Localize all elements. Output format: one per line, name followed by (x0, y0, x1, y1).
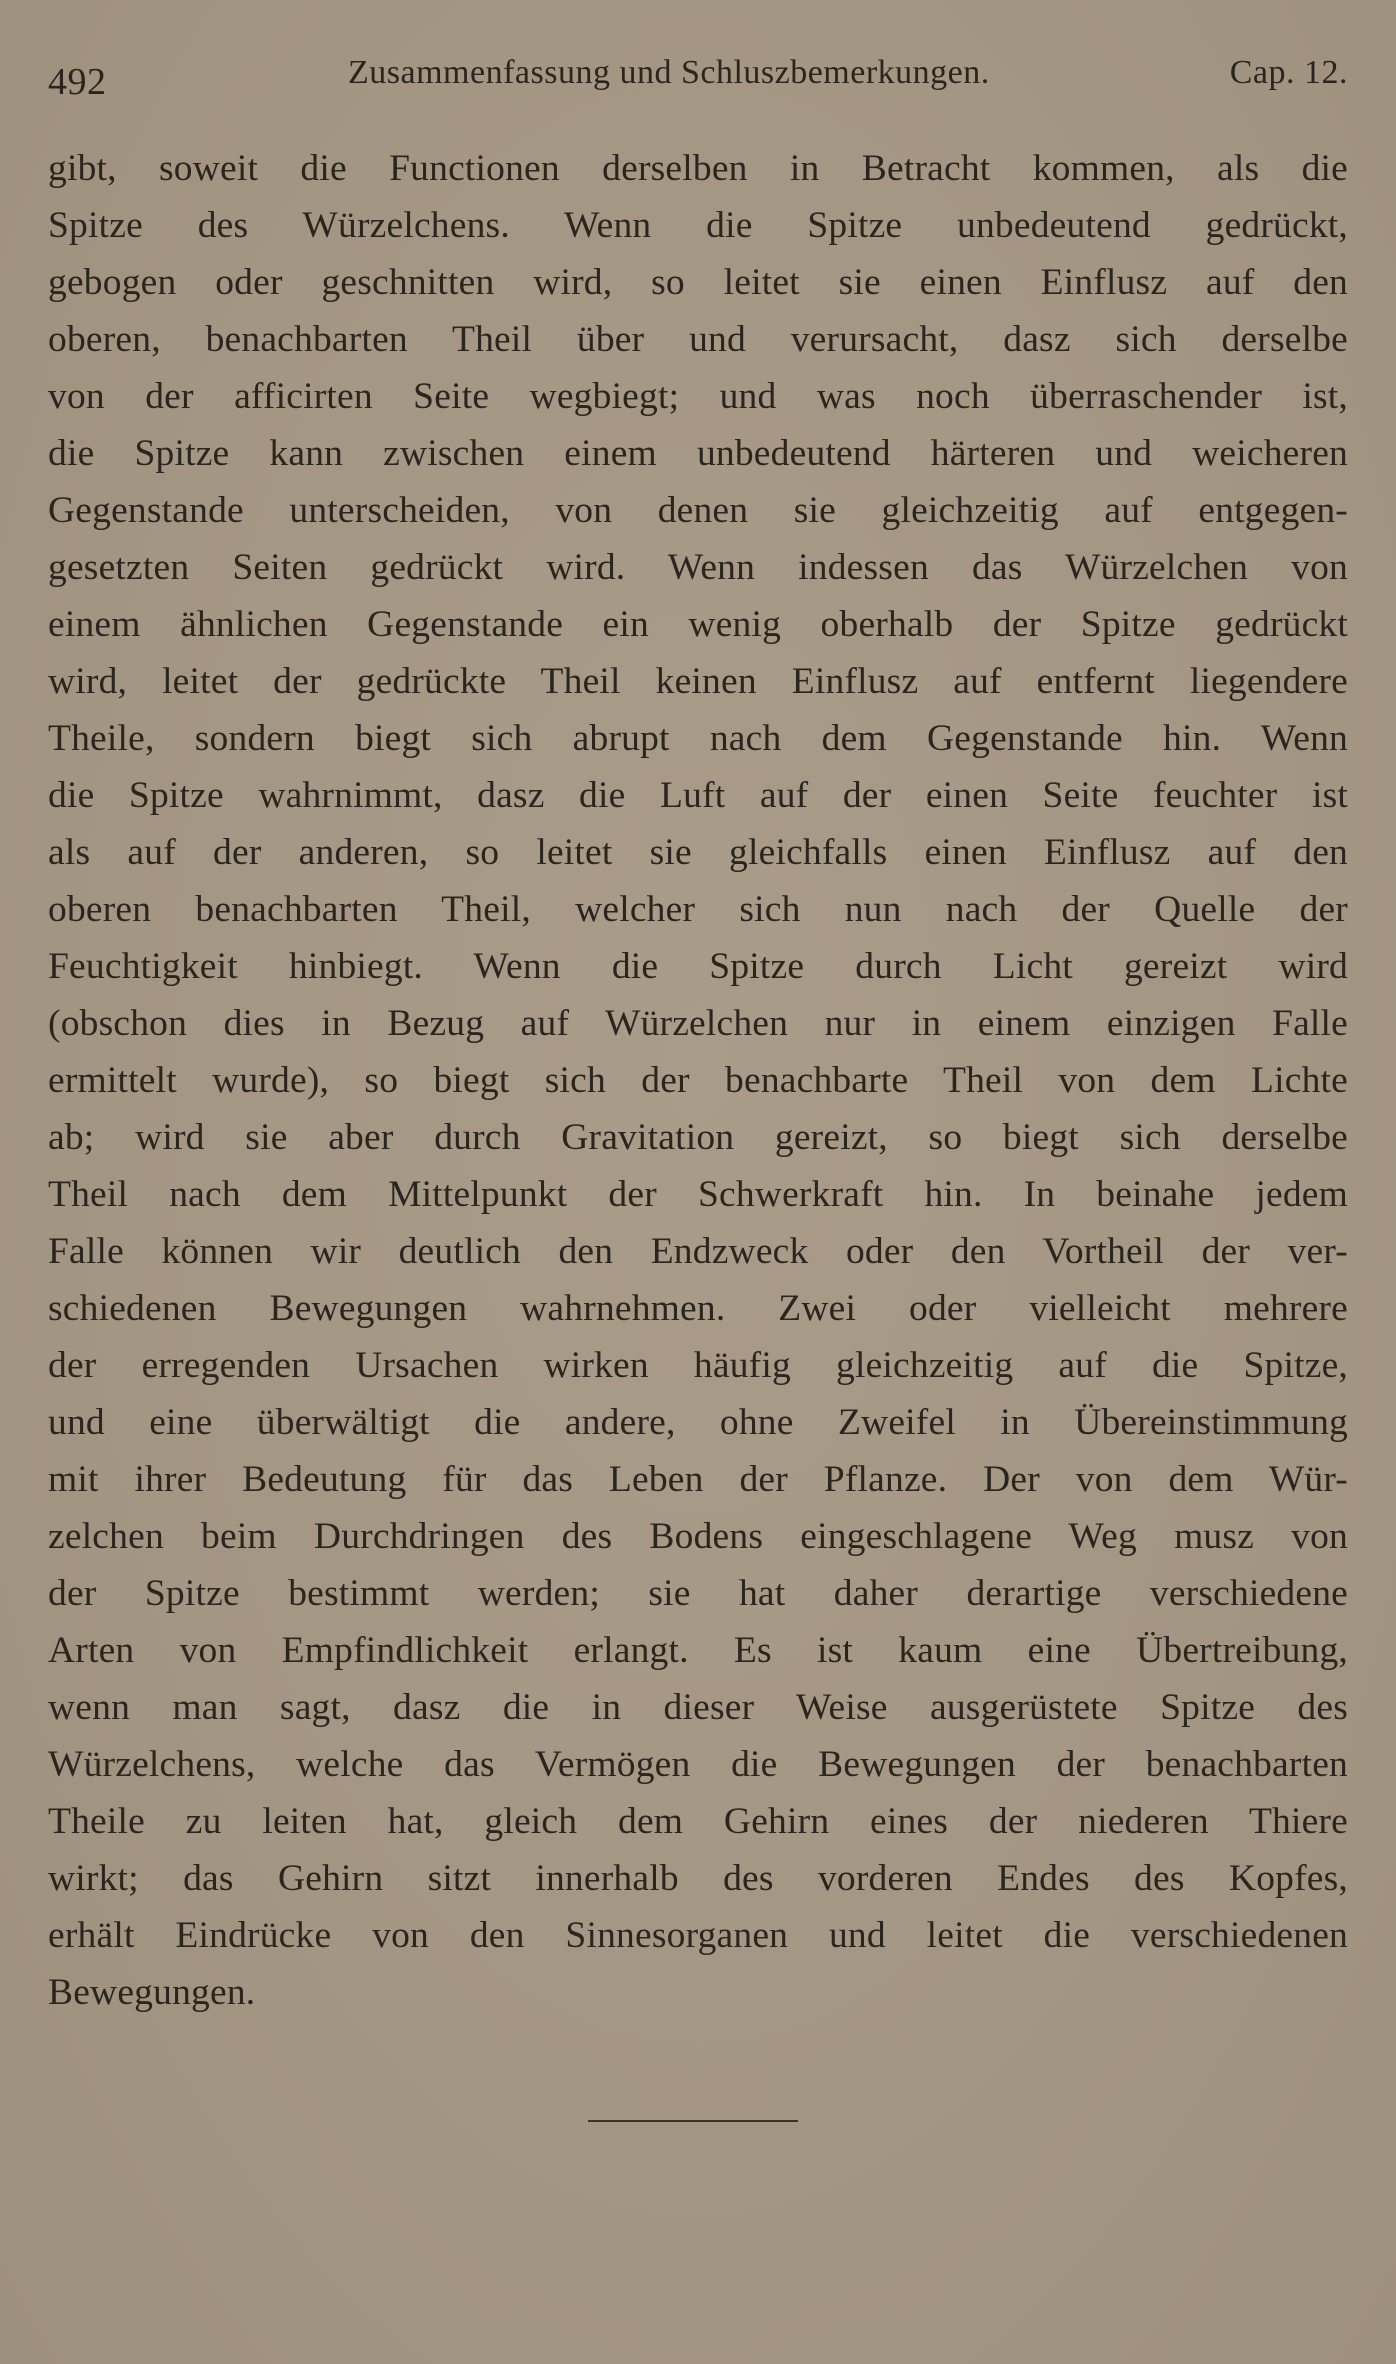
text-line: wirkt; das Gehirn sitzt innerhalb des vorderen Endes des Kopfes, (48, 1858, 1348, 1899)
text-line: von der afficirten Seite wegbiegt; und was noch überraschender ist, (48, 376, 1348, 417)
page-number: 492 (48, 61, 107, 103)
chapter-label: Cap. 12. (1229, 54, 1348, 91)
text-line: der erregenden Ursachen wirken häufig gleichzeitig auf die Spitze, (48, 1345, 1348, 1386)
text-line: wird, leitet der gedrückte Theil keinen Einflusz auf entfernt liegendere (48, 661, 1348, 702)
text-line: der Spitze bestimmt werden; sie hat daher derartige verschiedene (48, 1573, 1348, 1614)
text-line: die Spitze wahrnimmt, dasz die Luft auf der einen Seite feuchter ist (48, 775, 1348, 816)
section-end-rule (588, 2120, 798, 2122)
text-line: (obschon dies in Bezug auf Würzelchen nur in einem einzigen Falle (48, 1003, 1348, 1044)
text-line: Theile zu leiten hat, gleich dem Gehirn eines der niederen Thiere (48, 1801, 1348, 1842)
running-header (48, 52, 1348, 102)
text-line: Gegenstande unterscheiden, von denen sie gleichzeitig auf entgegen- (48, 490, 1348, 531)
text-line: gesetzten Seiten gedrückt wird. Wenn indessen das Würzelchen von (48, 547, 1348, 588)
text-line: einem ähnlichen Gegenstande ein wenig oberhalb der Spitze gedrückt (48, 604, 1348, 645)
text-line: Arten von Empfindlichkeit erlangt. Es ist kaum eine Übertreibung, (48, 1630, 1348, 1671)
text-line: gebogen oder geschnitten wird, so leitet sie einen Einflusz auf den (48, 262, 1348, 303)
text-line: Theil nach dem Mittelpunkt der Schwerkraft hin. In beinahe jedem (48, 1174, 1348, 1215)
text-line: zelchen beim Durchdringen des Bodens eingeschlagene Weg musz von (48, 1516, 1348, 1557)
text-line: oberen benachbarten Theil, welcher sich nun nach der Quelle der (48, 889, 1348, 930)
text-line: ab; wird sie aber durch Gravitation gereizt, so biegt sich derselbe (48, 1117, 1348, 1158)
text-line: die Spitze kann zwischen einem unbedeutend härteren und weicheren (48, 433, 1348, 474)
text-line: oberen, benachbarten Theil über und verursacht, dasz sich derselbe (48, 319, 1348, 360)
text-line: schiedenen Bewegungen wahrnehmen. Zwei oder vielleicht mehrere (48, 1288, 1348, 1329)
text-line: Falle können wir deutlich den Endzweck oder den Vortheil der ver- (48, 1231, 1348, 1272)
text-line: Würzelchens, welche das Vermögen die Bewegungen der benachbarten (48, 1744, 1348, 1785)
text-line: ermittelt wurde), so biegt sich der benachbarte Theil von dem Lichte (48, 1060, 1348, 1101)
text-line: Bewegungen. (48, 1972, 256, 2013)
running-title: Zusammenfassung und Schluszbemerkungen. (348, 54, 990, 91)
text-line: als auf der anderen, so leitet sie gleichfalls einen Einflusz auf den (48, 832, 1348, 873)
text-line: Feuchtigkeit hinbiegt. Wenn die Spitze durch Licht gereizt wird (48, 946, 1348, 987)
text-line: gibt, soweit die Functionen derselben in Betracht kommen, als die (48, 148, 1348, 189)
text-line: und eine überwältigt die andere, ohne Zweifel in Übereinstimmung (48, 1402, 1348, 1443)
text-line: wenn man sagt, dasz die in dieser Weise ausgerüstete Spitze des (48, 1687, 1348, 1728)
text-line: mit ihrer Bedeutung für das Leben der Pflanze. Der von dem Wür- (48, 1459, 1348, 1500)
body-paragraph (48, 140, 1348, 2021)
text-line: erhält Eindrücke von den Sinnesorganen und leitet die verschiedenen (48, 1915, 1348, 1956)
text-line: Spitze des Würzelchens. Wenn die Spitze unbedeutend gedrückt, (48, 205, 1348, 246)
text-line: Theile, sondern biegt sich abrupt nach dem Gegenstande hin. Wenn (48, 718, 1348, 759)
